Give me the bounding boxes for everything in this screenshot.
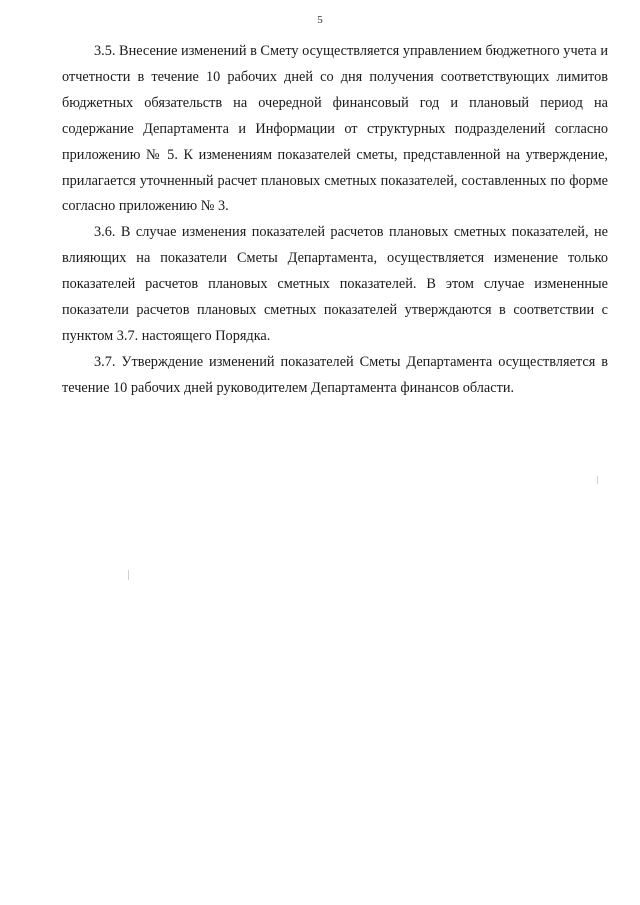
scan-artifact [597, 476, 598, 484]
paragraph-3-7: 3.7. Утверждение изменений показателей Сметы Департамента осуществляется в течение 10 рабочих дней руководителем Департамента финансов области. [62, 353, 608, 396]
document-body [62, 39, 608, 402]
paragraph-3-6: 3.6. В случае изменения показателей расчетов плановых сметных показателей, не влияющих на показатели Сметы Департамента, осуществляется изменение только показателей расчетов плановых сметных показателей. В этом случае измененные показатели расчетов плановых сметных показателей утверждаются в соответствии с пунктом 3.7. настоящего Порядка. [62, 224, 608, 344]
scan-artifact [128, 570, 129, 580]
page-number: 5 [317, 14, 323, 26]
paragraph-3-5: 3.5. Внесение изменений в Смету осуществляется управлением бюджетного учета и отчетности в течение 10 рабочих дней со дня получения соответствующих лимитов бюджетных обязательств на очередной финансовый год и плановый период на содержание Департамента и Информации от структурных подразделений согласно приложению № 5. К изменениям показателей сметы, представленной на утверждение, прилагается уточненный расчет плановых сметных показателей, составленных по форме согласно приложению № 3. [62, 43, 608, 215]
